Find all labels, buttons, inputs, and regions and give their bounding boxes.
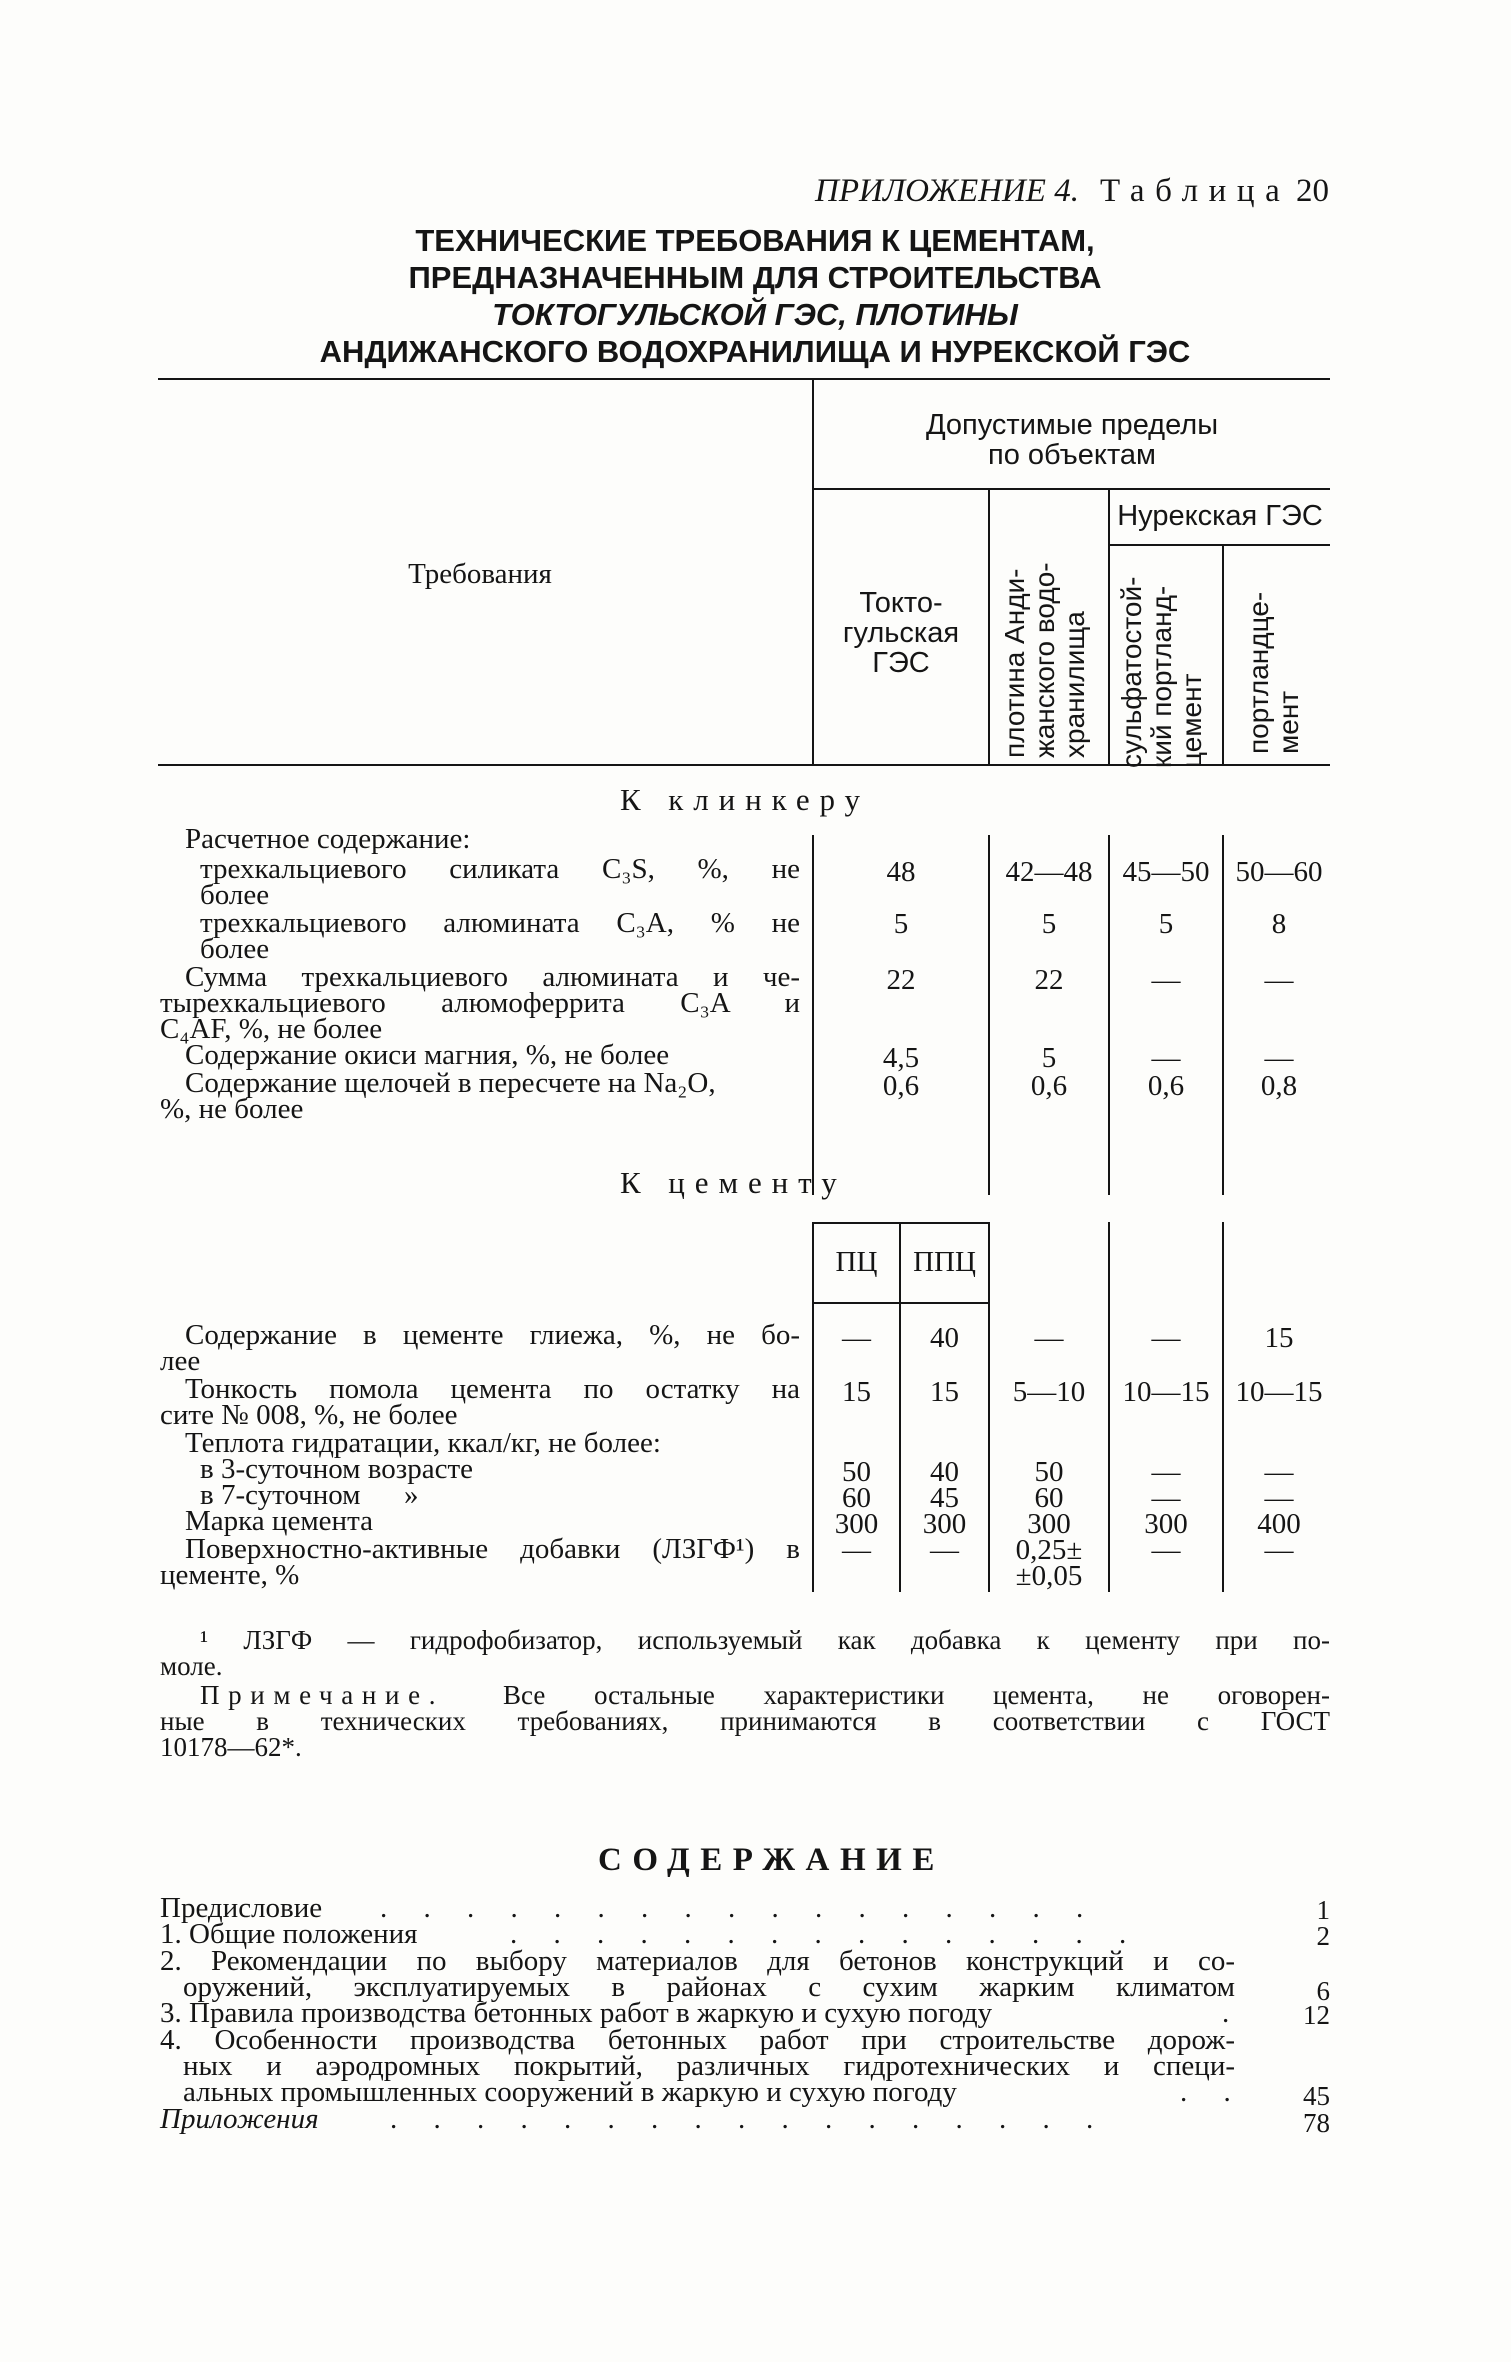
clinker-col-rule bbox=[1108, 835, 1110, 1195]
contents-entry-text: Предисловие bbox=[160, 1892, 323, 1924]
footnote-line: ¹ ЛЗГФ — гидрофобизатор, используемый как добавка к цементу при по- bbox=[200, 1625, 1330, 1655]
cement-row-label: Тонкость помола цемента по остатку на bbox=[185, 1373, 800, 1405]
table-top-rule bbox=[158, 378, 1330, 380]
allowed-line: Допустимые пределы bbox=[925, 409, 1219, 441]
clinker-col-rule bbox=[1222, 835, 1224, 1195]
cement-cell: 50 bbox=[1034, 1456, 1064, 1488]
clinker-cell: — bbox=[1264, 964, 1294, 996]
andijan-line: плотина Анди- bbox=[999, 568, 1030, 758]
contents-entry-text: альных промышленных сооружений в жаркую и сухую погоду bbox=[183, 2076, 957, 2108]
nurek-sulfate-line: сульфатостой- bbox=[1116, 576, 1147, 768]
cement-cell: 60 bbox=[842, 1482, 871, 1514]
cement-cell: 40 bbox=[930, 1456, 959, 1488]
contents-page-number: 1 bbox=[1316, 1895, 1330, 1925]
cement-cell: — bbox=[842, 1534, 871, 1566]
clinker-cell: 0,6 bbox=[1030, 1070, 1068, 1102]
contents-page-number: 2 bbox=[1316, 1921, 1330, 1951]
clinker-cell: — bbox=[1151, 964, 1181, 996]
clinker-row-label: Содержание окиси магния, %, не более bbox=[185, 1039, 670, 1071]
clinker-row-label: Расчетное содержание: bbox=[185, 823, 471, 855]
footnote-line: моле. bbox=[160, 1651, 223, 1681]
andijan-line: жанского водо- bbox=[1029, 562, 1060, 758]
cement-cell: 15 bbox=[1264, 1322, 1294, 1354]
cement-cell: — bbox=[1151, 1534, 1181, 1566]
cement-cell: — bbox=[1034, 1322, 1064, 1354]
ppc-subheader: ППЦ bbox=[913, 1246, 976, 1278]
andijan-line: хранилища bbox=[1059, 611, 1090, 758]
contents-page-number: 45 bbox=[1303, 2081, 1330, 2111]
clinker-col-rule bbox=[812, 835, 814, 1195]
cement-cell: — bbox=[1264, 1482, 1294, 1514]
clinker-cell: 0,6 bbox=[1147, 1070, 1185, 1102]
cement-row-label: в 3-суточном возрасте bbox=[200, 1453, 474, 1485]
cement-cell: ±0,05 bbox=[1015, 1560, 1083, 1592]
contents-dot-leader: . bbox=[1222, 1997, 1230, 2029]
nurek-portland-header bbox=[1244, 564, 1308, 754]
cement-cell: 40 bbox=[930, 1322, 959, 1354]
cement-row-label: Марка цемента bbox=[185, 1505, 373, 1537]
clinker-cell: 45—50 bbox=[1122, 856, 1210, 888]
cement-cell: 300 bbox=[1027, 1508, 1071, 1540]
nurek-portland-line: портландце- bbox=[1243, 591, 1274, 754]
cement-cell: 5—10 bbox=[1012, 1376, 1086, 1408]
cement-cell: 300 bbox=[922, 1508, 967, 1540]
nurek-portland-line: мент bbox=[1273, 690, 1304, 754]
allowed-line: по объектам bbox=[988, 439, 1156, 471]
cement-cell: 45 bbox=[930, 1482, 959, 1514]
cement-cell: — bbox=[930, 1534, 959, 1566]
clinker-cell: 22 bbox=[886, 964, 916, 996]
cement-row-label: Содержание в цементе глиежа, %, не бо- bbox=[185, 1319, 800, 1351]
clinker-row-label: трехкальциевого силиката C₃S, %, не bbox=[200, 853, 800, 885]
clinker-cell: 8 bbox=[1271, 908, 1287, 940]
note-line: 10178—62*. bbox=[160, 1732, 302, 1762]
table-number: 20 bbox=[1296, 173, 1329, 209]
clinker-cell: 48 bbox=[886, 856, 916, 888]
contents-dot-leader: . . bbox=[1180, 2076, 1246, 2108]
contents-entry-text: Приложения bbox=[160, 2103, 319, 2135]
contents-entry-text: ных и аэродромных покрытий, различных гидротехнических и специ- bbox=[183, 2050, 1235, 2082]
nurek-header: Нурекская ГЭС bbox=[1117, 500, 1323, 532]
clinker-row-label: трехкальциевого алюмината C₃A, % не bbox=[200, 907, 800, 939]
pc-subheader: ПЦ bbox=[835, 1246, 878, 1278]
clinker-cell: 5 bbox=[893, 908, 909, 940]
cement-row-label: в 7-суточном » bbox=[200, 1479, 419, 1511]
cement-cell: — bbox=[1264, 1456, 1294, 1488]
cement-row-label: цементе, % bbox=[160, 1559, 300, 1591]
clinker-cell: 5 bbox=[1041, 908, 1057, 940]
nurek-sulfate-line: цемент bbox=[1176, 673, 1207, 768]
clinker-row-label: %, не более bbox=[160, 1093, 304, 1125]
cement-row-label: Теплота гидратации, ккал/кг, не более: bbox=[185, 1427, 661, 1459]
cement-row-label: Поверхностно-активные добавки (ЛЗГФ¹) в bbox=[185, 1533, 800, 1565]
cement-cell: — bbox=[1151, 1482, 1181, 1514]
cement-cell: 50 bbox=[842, 1456, 871, 1488]
table-title bbox=[180, 222, 1330, 370]
clinker-cell: 0,8 bbox=[1260, 1070, 1298, 1102]
cement-cell: 300 bbox=[834, 1508, 879, 1540]
clinker-row-label: Сумма трехкальциевого алюмината и че- bbox=[185, 961, 800, 993]
clinker-cell: 50—60 bbox=[1235, 856, 1323, 888]
clinker-cell: — bbox=[1264, 1042, 1294, 1074]
clinker-cell: — bbox=[1151, 1042, 1181, 1074]
cement-cell: 15 bbox=[842, 1376, 871, 1408]
clinker-row-label: Содержание щелочей в пересчете на Na₂O, bbox=[185, 1067, 716, 1099]
contents-title: СОДЕРЖАНИЕ bbox=[598, 1842, 945, 1878]
head-divider bbox=[988, 490, 990, 765]
requirements-header: Требования bbox=[408, 558, 552, 590]
cement-subhead-bottom-rule bbox=[812, 1302, 990, 1304]
cement-subhead-top-rule bbox=[812, 1222, 990, 1224]
toktogul-line: гульская bbox=[842, 617, 960, 649]
clinker-col-rule bbox=[988, 835, 990, 1195]
contents-page-number: 78 bbox=[1303, 2108, 1330, 2138]
head-rule-nurek bbox=[1110, 544, 1330, 546]
cement-cell: 300 bbox=[1144, 1508, 1188, 1540]
clinker-cell: 5 bbox=[1158, 908, 1174, 940]
contents-dot-leader: . . . . . . . . . . . . . . . . . bbox=[380, 1892, 1098, 1924]
clinker-cell: 42—48 bbox=[1005, 856, 1093, 888]
cement-cell: — bbox=[1151, 1456, 1181, 1488]
note-label: Примечание. bbox=[200, 1680, 445, 1710]
contents-dot-leader: . . . . . . . . . . . . . . . bbox=[510, 1918, 1141, 1950]
table-label: Таблица bbox=[1100, 173, 1291, 209]
title-line: ПРЕДНАЗНАЧЕННЫМ ДЛЯ СТРОИТЕЛЬСТВА bbox=[408, 260, 1102, 295]
contents-entry-text: 3. Правила производства бетонных работ в жаркую и сухую погоду bbox=[160, 1997, 993, 2029]
nurek-sulfate-header bbox=[1117, 548, 1213, 768]
clinker-row-label: C₄AF, %, не более bbox=[160, 1013, 383, 1045]
cement-cell: 0,25± bbox=[1015, 1534, 1083, 1566]
title-line: ТЕХНИЧЕСКИЕ ТРЕБОВАНИЯ К ЦЕМЕНТАМ, bbox=[415, 223, 1095, 258]
cement-cell: — bbox=[1264, 1534, 1294, 1566]
toktogul-line: Токто- bbox=[859, 587, 943, 619]
contents-page-number: 6 bbox=[1316, 1976, 1330, 2006]
cement-cell: 400 bbox=[1257, 1508, 1301, 1540]
clinker-row-label: более bbox=[200, 879, 270, 911]
cement-cell: 10—15 bbox=[1235, 1376, 1323, 1408]
clinker-cell: 4,5 bbox=[882, 1042, 920, 1074]
cement-cell: — bbox=[1151, 1322, 1181, 1354]
contents-entry-text: 4. Особенности производства бетонных работ при строительстве дорож- bbox=[160, 2024, 1235, 2056]
note-line: Все остальные характеристики цемента, не оговорен- bbox=[503, 1680, 1330, 1710]
toktogul-line: ГЭС bbox=[872, 647, 930, 679]
cement-cell: — bbox=[842, 1322, 871, 1354]
clinker-cell: 22 bbox=[1034, 964, 1064, 996]
head-divider bbox=[1222, 546, 1224, 765]
contents-page-number: 12 bbox=[1303, 2000, 1330, 2030]
head-rule-allowed bbox=[814, 488, 1330, 490]
title-line: ТОКТОГУЛЬСКОЙ ГЭС, ПЛОТИНЫ bbox=[492, 297, 1018, 332]
contents-entry-text: оружений, эксплуатируемых в районах с сухим жарким климатом bbox=[183, 1971, 1235, 2003]
title-line: АНДИЖАНСКОГО ВОДОХРАНИЛИЩА И НУРЕКСКОЙ ГЭС bbox=[319, 334, 1191, 369]
note-line: ные в технических требованиях, принимаются в соответствии с ГОСТ bbox=[160, 1706, 1330, 1736]
nurek-sulfate-line: кий портланд- bbox=[1146, 585, 1177, 768]
cement-section-title: К цементу bbox=[620, 1165, 847, 1200]
cement-row-label: сите № 008, %, не более bbox=[160, 1399, 458, 1431]
cement-cell: 10—15 bbox=[1122, 1376, 1210, 1408]
clinker-cell: 0,6 bbox=[882, 1070, 920, 1102]
contents-entry-text: 1. Общие положения bbox=[160, 1918, 418, 1950]
clinker-section-title: К клинкеру bbox=[620, 782, 870, 817]
clinker-row-label: тырехкальциевого алюмоферрита C₃A и bbox=[160, 987, 800, 1019]
allowed-header bbox=[814, 410, 1330, 470]
contents-dot-leader: . . . . . . . . . . . . . . . . . bbox=[390, 2103, 1108, 2135]
cement-cell: 15 bbox=[930, 1376, 959, 1408]
cement-cell: 60 bbox=[1034, 1482, 1064, 1514]
contents-entry-text: 2. Рекомендации по выбору материалов для бетонов конструкций и со- bbox=[160, 1945, 1235, 1977]
cement-row-label: лее bbox=[160, 1345, 201, 1377]
appendix-label: ПРИЛОЖЕНИЕ 4. bbox=[815, 173, 1079, 209]
andijan-header bbox=[1000, 498, 1096, 758]
clinker-cell: 5 bbox=[1041, 1042, 1057, 1074]
clinker-row-label: более bbox=[200, 933, 270, 965]
toktogul-header bbox=[814, 588, 988, 678]
